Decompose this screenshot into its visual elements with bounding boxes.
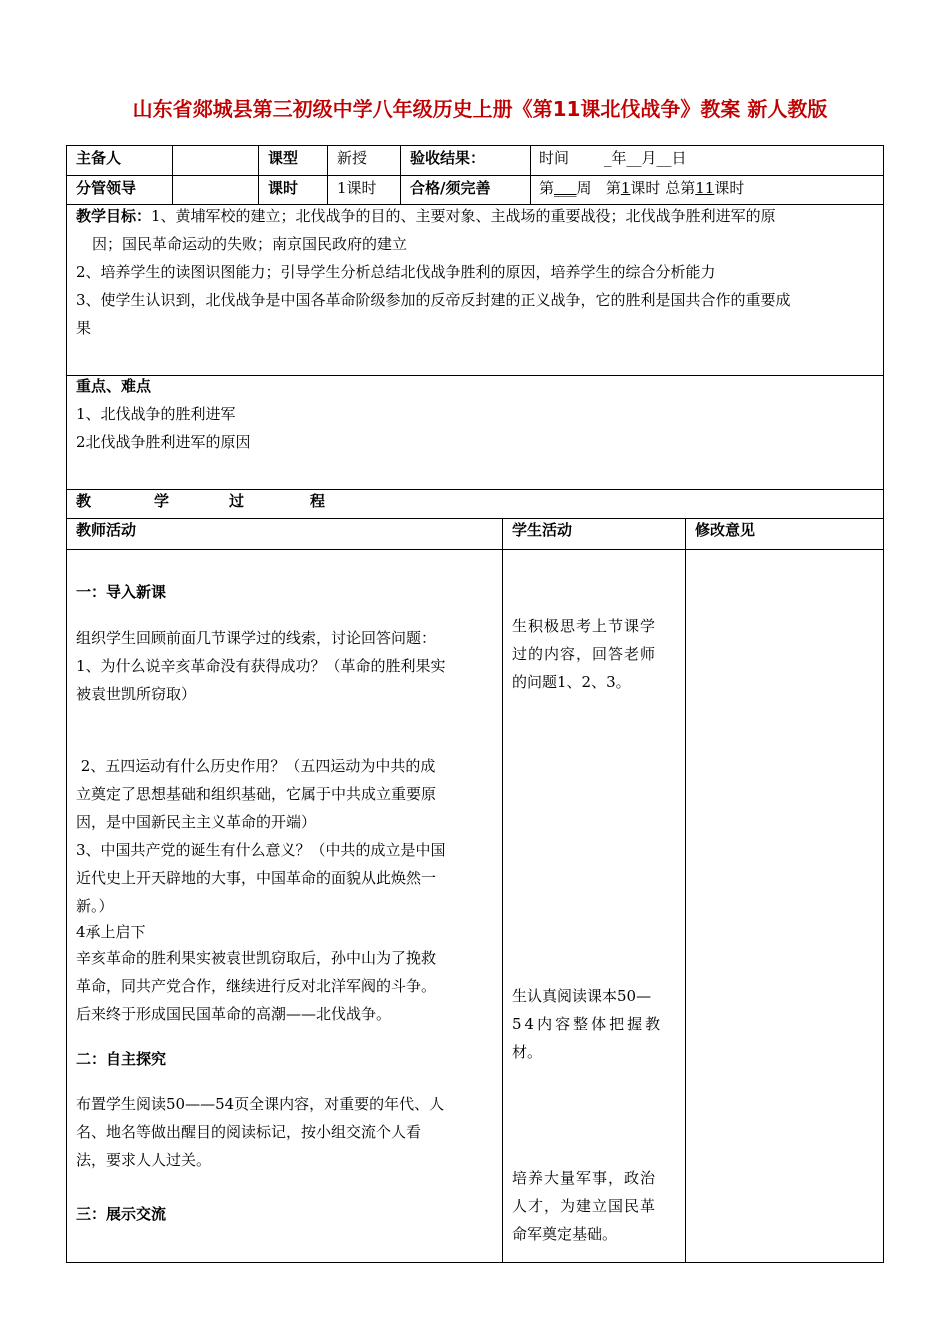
column-divider bbox=[327, 145, 328, 204]
column-divider bbox=[258, 145, 259, 204]
transition-line-1: 辛亥革命的胜利果实被袁世凯窃取后，孙中山为了挽救 bbox=[76, 949, 437, 967]
date-value: _年__月__日 bbox=[604, 149, 687, 167]
total-suffix: 课时 bbox=[714, 179, 745, 197]
row-divider bbox=[66, 375, 884, 376]
student-activity-3a: 培养大量军事，政治 bbox=[512, 1169, 657, 1187]
week-blank: ___ bbox=[554, 179, 577, 197]
student-activity-1a: 生积极思考上节课学 bbox=[512, 617, 657, 635]
column-divider bbox=[530, 145, 531, 204]
period-prefix: 第 bbox=[605, 179, 621, 197]
question-2b: 立奠定了思想基础和组织基础，它属于中共成立重要原 bbox=[76, 785, 437, 803]
row-divider bbox=[66, 175, 884, 176]
transition-line-2: 革命，同共产党合作，继续进行反对北洋军阀的斗争。 bbox=[76, 977, 437, 995]
row-divider bbox=[66, 549, 884, 550]
week-prefix: 第 bbox=[539, 179, 555, 197]
objective-line-3b: 果 bbox=[76, 319, 92, 337]
explore-line-1: 布置学生阅读50——54页全课内容，对重要的年代、人 bbox=[76, 1095, 445, 1113]
question-3c: 新。） bbox=[76, 897, 114, 915]
column-divider bbox=[502, 518, 503, 1263]
schedule-info bbox=[539, 178, 744, 198]
question-3b: 近代史上开天辟地的大事，中国革命的面貌从此焕然一 bbox=[76, 869, 437, 887]
process-char-1: 教 bbox=[76, 492, 92, 510]
lesson-type-value: 新授 bbox=[337, 149, 368, 167]
preparer-label: 主备人 bbox=[76, 149, 122, 167]
acceptance-label: 验收结果： bbox=[410, 149, 486, 167]
row-divider bbox=[66, 518, 884, 519]
student-activity-1c: 的问题1、2、3。 bbox=[512, 673, 631, 691]
teacher-activity-header: 教师活动 bbox=[76, 521, 137, 539]
objective-line-3: 3、使学生认识到，北伐战争是中国各革命阶级参加的反帝反封建的正义战争，它的胜利是国共合作的重要成 bbox=[76, 291, 791, 309]
student-activity-1b: 过的内容，回答老师 bbox=[512, 645, 657, 663]
explore-line-2: 名、地名等做出醒目的阅读标记，按小组交流个人看 bbox=[76, 1123, 422, 1141]
key-point-2: 2北伐战争胜利进军的原因 bbox=[76, 433, 251, 451]
column-divider bbox=[685, 518, 686, 1263]
supervisor-label: 分管领导 bbox=[76, 179, 137, 197]
section-share-title: 三：展示交流 bbox=[76, 1205, 167, 1223]
question-1a: 1、为什么说辛亥革命没有获得成功？（革命的胜利果实 bbox=[76, 657, 446, 675]
key-points-label: 重点、难点 bbox=[76, 377, 152, 395]
section-explore-title: 二：自主探究 bbox=[76, 1050, 167, 1068]
process-char-4: 程 bbox=[310, 492, 326, 510]
transition-line-3: 后来终于形成国民国革命的高潮——北伐战争。 bbox=[76, 1005, 392, 1023]
question-1b: 被袁世凯所窃取） bbox=[76, 685, 197, 703]
student-activity-header: 学生活动 bbox=[512, 521, 573, 539]
objective-line-1b: 因；国民革命运动的失败；南京国民政府的建立 bbox=[92, 235, 408, 253]
lesson-type-label: 课型 bbox=[268, 149, 299, 167]
objective-line-1: 教学目标：1、黄埔军校的建立；北伐战争的目的、主要对象、主战场的重要战役；北伐战争胜利进军的原 bbox=[76, 207, 776, 225]
week-suffix: 周 bbox=[576, 179, 592, 197]
column-divider bbox=[172, 145, 173, 204]
question-3a: 3、中国共产党的诞生有什么意义？（中共的成立是中国 bbox=[76, 841, 446, 859]
total-number: 11 bbox=[695, 179, 715, 197]
process-char-3: 过 bbox=[229, 492, 245, 510]
period-suffix: 课时 bbox=[630, 179, 661, 197]
revision-header: 修改意见 bbox=[695, 521, 756, 539]
process-char-2: 学 bbox=[154, 492, 170, 510]
question-2a: 2、五四运动有什么历史作用？（五四运动为中共的成 bbox=[76, 757, 436, 775]
section-intro-title: 一：导入新课 bbox=[76, 583, 167, 601]
page-title: 山东省郯城县第三初级中学八年级历史上册《第11课北伐战争》教案 新人教版 bbox=[132, 97, 828, 121]
key-point-1: 1、北伐战争的胜利进军 bbox=[76, 405, 236, 423]
objective-line-2: 2、培养学生的读图识图能力；引导学生分析总结北伐战争胜利的原因，培养学生的综合分析能力 bbox=[76, 263, 716, 281]
total-prefix: 总第 bbox=[665, 179, 696, 197]
explore-line-3: 法，要求人人过关。 bbox=[76, 1151, 212, 1169]
pass-label: 合格/须完善 bbox=[410, 179, 491, 197]
student-activity-3c: 命军奠定基础。 bbox=[512, 1225, 618, 1243]
student-activity-2a: 生认真阅读课本50— bbox=[512, 987, 652, 1005]
periods-value: 1课时 bbox=[337, 179, 377, 197]
question-2c: 因，是中国新民主主义革命的开端） bbox=[76, 813, 317, 831]
student-activity-2c: 材。 bbox=[512, 1043, 543, 1061]
date-label: 时间 bbox=[539, 149, 570, 167]
student-activity-3b: 人才，为建立国民革 bbox=[512, 1197, 657, 1215]
transition-heading: 4承上启下 bbox=[76, 923, 146, 941]
objectives-label: 教学目标： bbox=[76, 207, 152, 225]
row-divider bbox=[66, 489, 884, 490]
student-activity-2b: 54内容整体把握教 bbox=[512, 1015, 664, 1033]
intro-instruction: 组织学生回顾前面几节课学过的线索，讨论回答问题： bbox=[76, 629, 437, 647]
periods-label: 课时 bbox=[268, 179, 299, 197]
column-divider bbox=[400, 145, 401, 204]
period-number: 1 bbox=[620, 179, 631, 197]
